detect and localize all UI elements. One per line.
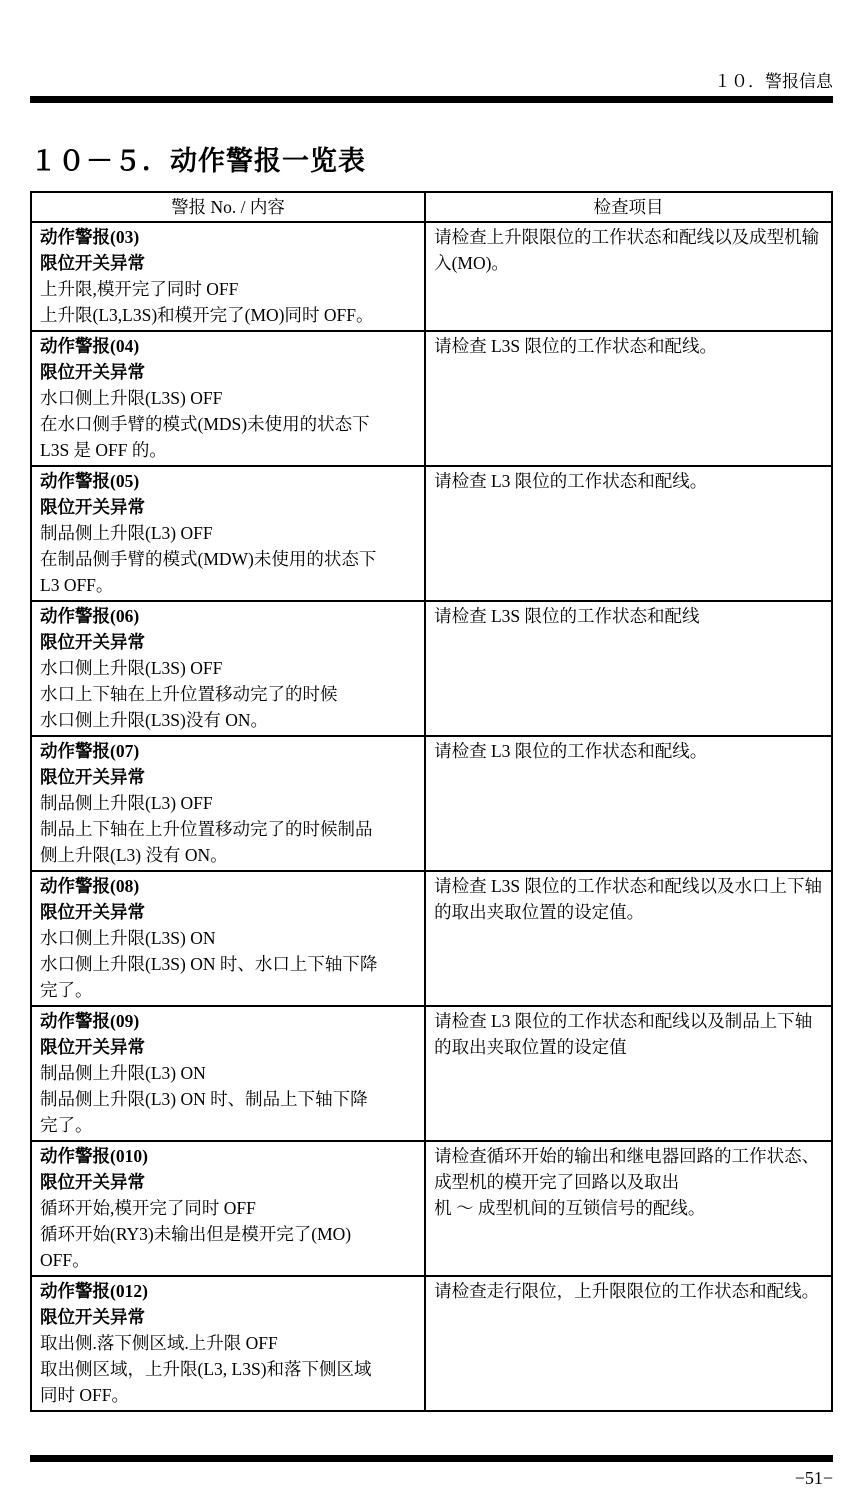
table-header-row [31,192,832,222]
check-item-cell [425,1276,832,1411]
alarm-heading-line: 动作警报(08) [40,876,140,896]
footer-rule [30,1455,833,1462]
alarm-detail-line: 制品上下轴在上升位置移动完了的时候制品 [40,819,373,839]
check-item-line: 请检查 L3S 限位的工作状态和配线以及水口上下轴的取出夹取位置的设定值。 [434,876,822,922]
table-row [31,331,832,466]
check-item-cell [425,222,832,331]
table-row [31,466,832,601]
alarm-detail-line: 同时 OFF。 [40,1385,129,1405]
check-item-cell [425,1141,832,1276]
alarm-detail-line: 制品侧上升限(L3) OFF [40,523,213,543]
alarm-content-cell [31,1141,425,1276]
check-item-cell [425,331,832,466]
alarm-heading-line: 限位开关异常 [40,362,145,382]
alarm-heading-line: 限位开关异常 [40,1307,145,1327]
check-item-line: 请检查 L3S 限位的工作状态和配线 [434,606,700,626]
alarm-detail-line: 取出侧.落下侧区域.上升限 OFF [40,1333,278,1353]
alarm-content-cell [31,1006,425,1141]
alarm-detail-line: 制品侧上升限(L3) ON 时、制品上下轴下降 [40,1089,368,1109]
check-item-line: 请检查 L3 限位的工作状态和配线。 [434,471,708,491]
alarm-heading-line: 动作警报(05) [40,471,140,491]
column-header-check: 检查项目 [425,192,832,222]
alarm-detail-line: 循环开始,模开完了同时 OFF [40,1198,256,1218]
alarm-table-body [31,222,832,1411]
alarm-content-cell [31,736,425,871]
alarm-heading-line: 动作警报(09) [40,1011,140,1031]
header-rule [30,96,833,103]
check-item-line: 请检查 L3 限位的工作状态和配线以及制品上下轴的取出夹取位置的设定值 [434,1011,813,1057]
alarm-detail-line: 水口侧上升限(L3S) OFF [40,388,223,408]
alarm-detail-line: 完了。 [40,1115,93,1135]
alarm-content-cell [31,601,425,736]
alarm-heading-line: 限位开关异常 [40,1037,145,1057]
table-row [31,1276,832,1411]
alarm-detail-line: 水口侧上升限(L3S) ON [40,928,216,948]
table-row [31,222,832,331]
alarm-heading-line: 动作警报(012) [40,1281,148,1301]
alarm-detail-line: 取出侧区域，上升限(L3, L3S)和落下侧区域 [40,1359,372,1379]
table-row [31,1141,832,1276]
check-item-cell [425,601,832,736]
alarm-detail-line: 水口侧上升限(L3S)没有 ON。 [40,710,268,730]
alarm-detail-line: 制品侧上升限(L3) ON [40,1063,206,1083]
alarm-content-cell [31,1276,425,1411]
alarm-detail-line: 上升限,模开完了同时 OFF [40,279,239,299]
alarm-detail-line: 上升限(L3,L3S)和模开完了(MO)同时 OFF。 [40,305,374,325]
alarm-detail-line: 制品侧上升限(L3) OFF [40,793,213,813]
check-item-line: 请检查 L3 限位的工作状态和配线。 [434,741,708,761]
running-header: １０．警报信息 [714,72,833,91]
alarm-heading-line: 限位开关异常 [40,497,145,517]
alarm-heading-line: 动作警报(03) [40,227,140,247]
table-row [31,871,832,1006]
check-item-cell [425,871,832,1006]
table-row [31,601,832,736]
page-content [30,0,833,1412]
alarm-detail-line: 在水口侧手臂的模式(MDS)未使用的状态下 [40,414,370,434]
alarm-detail-line: 循环开始(RY3)未输出但是模开完了(MO) [40,1224,352,1244]
alarm-detail-line: 水口上下轴在上升位置移动完了的时候 [40,684,338,704]
check-item-line: 请检查 L3S 限位的工作状态和配线。 [434,336,717,356]
check-item-cell [425,736,832,871]
check-item-line: 请检查上升限限位的工作状态和配线以及成型机输入(MO)。 [434,227,820,273]
alarm-heading-line: 动作警报(06) [40,606,140,626]
check-item-cell [425,1006,832,1141]
column-header-alarm: 警报 No. / 内容 [31,192,425,222]
alarm-detail-line: 水口侧上升限(L3S) OFF [40,658,223,678]
alarm-content-cell [31,222,425,331]
alarm-detail-line: 侧上升限(L3) 没有 ON。 [40,845,228,865]
alarm-detail-line: 在制品侧手臂的模式(MDW)未使用的状态下 [40,549,377,569]
page-number: −51− [794,1468,833,1488]
alarm-content-cell [31,331,425,466]
check-item-line: 机 ～ 成型机间的互锁信号的配线。 [434,1198,706,1218]
check-item-cell [425,466,832,601]
table-row [31,1006,832,1141]
alarm-detail-line: L3 OFF。 [40,575,114,595]
alarm-detail-line: OFF。 [40,1250,90,1270]
alarm-detail-line: 完了。 [40,980,93,1000]
alarm-heading-line: 动作警报(010) [40,1146,148,1166]
alarm-heading-line: 限位开关异常 [40,767,145,787]
alarm-heading-line: 限位开关异常 [40,253,145,273]
alarm-heading-line: 动作警报(04) [40,336,140,356]
check-item-line: 请检查循环开始的输出和继电器回路的工作状态、成型机的模开完了回路以及取出 [434,1146,820,1192]
section-title: １０－５．动作警报一览表 [30,146,366,176]
alarm-heading-line: 限位开关异常 [40,632,145,652]
table-row [31,736,832,871]
alarm-content-cell [31,466,425,601]
alarm-heading-line: 限位开关异常 [40,902,145,922]
alarm-detail-line: L3S 是 OFF 的。 [40,440,167,460]
alarm-detail-line: 水口侧上升限(L3S) ON 时、水口上下轴下降 [40,954,378,974]
alarm-content-cell [31,871,425,1006]
check-item-line: 请检查走行限位，上升限限位的工作状态和配线。 [434,1281,820,1301]
alarm-heading-line: 限位开关异常 [40,1172,145,1192]
alarm-heading-line: 动作警报(07) [40,741,140,761]
alarm-table [30,191,833,1412]
